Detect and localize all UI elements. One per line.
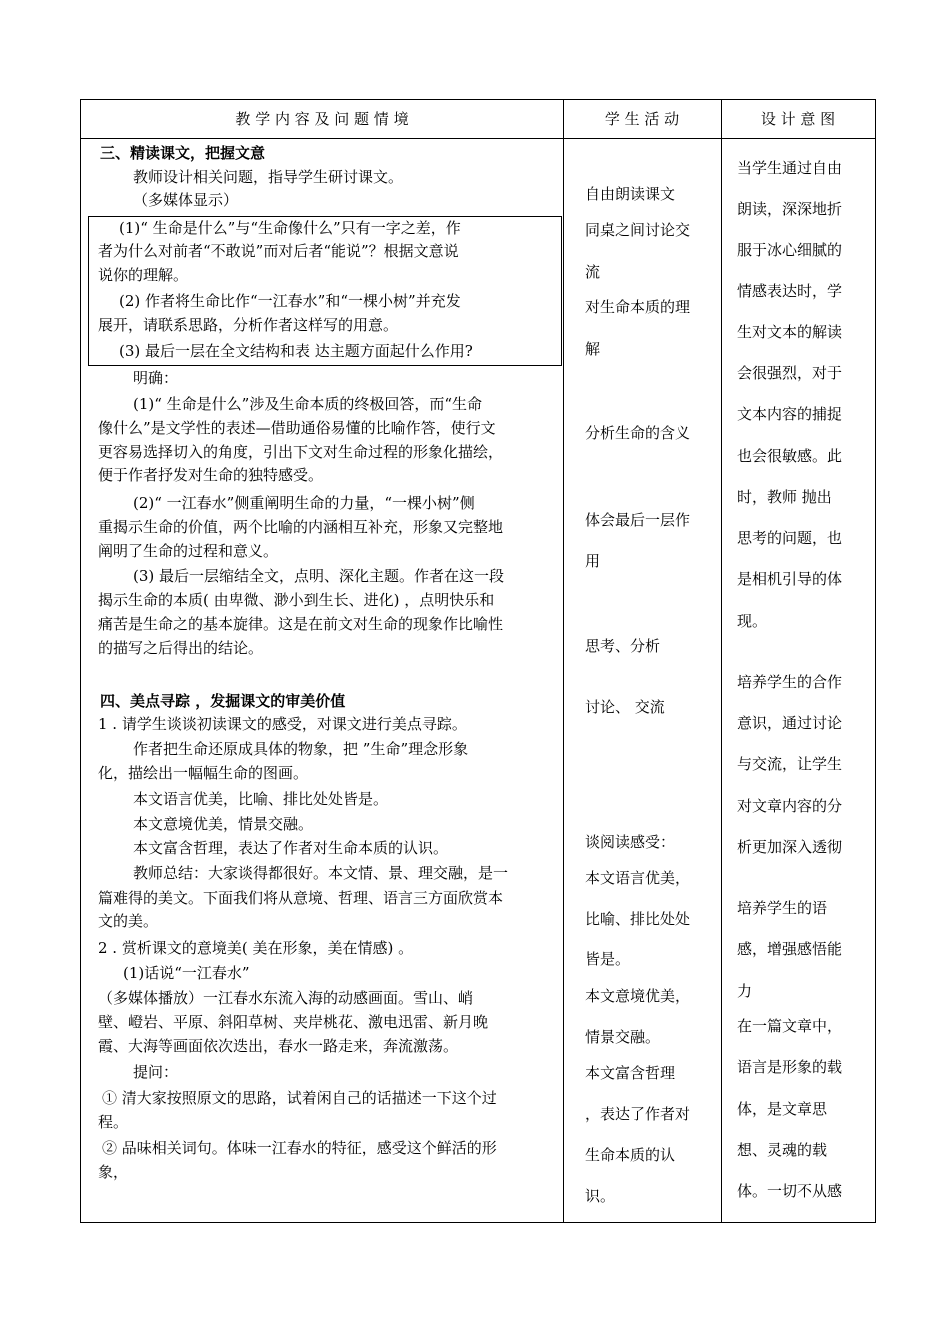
text-line: (2)“ 一江春水”侧重阐明生命的力量，“一棵小树”侧 [133,494,475,512]
activity-line: 识。 [585,1187,616,1205]
text-line: ① 清大家按照原文的思路，试着闲自己的话描述一下这个过 [102,1089,497,1107]
text-line: (3) 最后一层缩结全文，点明、深化主题。作者在这一段 [133,567,505,585]
text-line: 化，描绘出一幅幅生命的图画。 [98,764,309,782]
activity-line: 生命本质的认 [585,1146,676,1164]
activity-line: 分析生命的含义 [585,424,691,442]
intent-line: 服于冰心细腻的 [737,241,843,259]
activity-line: 自由朗读课文 [585,185,676,203]
text-line: 本文富含哲理，表达了作者对生命本质的认识。 [133,839,449,857]
intent-line: 对文章内容的分 [737,797,843,815]
text-line: 文的美。 [98,912,159,930]
text-line: 提问： [133,1063,179,1081]
question-line: 展开，请联系思路，分析作者这样写的用意。 [98,316,399,334]
question-line: 者为什么对前者“不敢说”而对后者“能说”？根据文意说 [98,242,459,260]
intent-line: 意识，通过讨论 [737,714,843,732]
content-column [81,138,563,1222]
intent-line: 时，教师 抛出 [737,488,832,506]
question-line: 说你的理解。 [98,266,189,284]
text-line: 1 . 请学生谈谈初读课文的感受，对课文进行美点寻踪。 [98,715,467,733]
design-intent-column [721,138,875,1222]
text-line: （多媒体显示） [133,191,239,209]
intent-line: 语言是形象的载 [737,1058,843,1076]
intent-line: 会很强烈，对于 [737,364,843,382]
activity-line: 同桌之间讨论交 [585,221,691,239]
text-line: 霞、大海等画面依次迭出，春水一路走来，奔流激荡。 [98,1037,459,1055]
intent-line: 在一篇文章中， [737,1017,843,1035]
text-line: 教师总结：大家谈得都很好。本文情、景、理交融，是一 [133,864,509,882]
activity-line: ，表达了作者对 [585,1105,691,1123]
lesson-plan-table [80,99,876,1223]
activity-line: 本文意境优美， [585,987,691,1005]
text-line: 阐明了生命的过程和意义。 [98,542,279,560]
header-content-column: 教 学 内 容 及 问 题 情 境 [235,110,409,128]
intent-line: 现。 [737,612,768,630]
intent-line: 当学生通过自由 [737,159,843,177]
intent-line: 情感表达时，学 [737,282,843,300]
activity-line: 对生命本质的理 [585,298,691,316]
intent-line: 感，增强感悟能 [737,940,843,958]
activity-line: 流 [585,263,601,281]
text-line: (1)话说“一江春水” [123,964,250,982]
text-line: 像什么”是文学性的表述—借助通俗易懂的比喻作答，使行文 [98,419,496,437]
section-heading-4: 四、美点寻踪 ，发掘课文的审美价值 [100,692,346,710]
text-line: 重揭示生命的价值，两个比喻的内涵相互补充，形象又完整地 [98,518,504,536]
text-line: 篇难得的美文。下面我们将从意境、哲理、语言三方面欣赏本 [98,889,504,907]
section-heading-3: 三、精读课文，把握文意 [100,144,266,162]
activity-line: 情景交融。 [585,1028,661,1046]
intent-line: 也会很敏感。此 [737,447,843,465]
student-activity-column [563,138,721,1222]
intent-line: 力 [737,982,753,1000]
question-line: (3) 最后一层在全文结构和表 达主题方面起什么作用? [119,342,473,360]
text-line: 壁、嶝岩、平原、斜阳草树、夹岸桃花、激电迅雷、新月晚 [98,1013,489,1031]
intent-line: 是相机引导的体 [737,570,843,588]
activity-line: 本文富含哲理 [585,1064,676,1082]
text-line: 本文意境优美，情景交融。 [133,815,314,833]
intent-line: 生对文本的解读 [737,323,843,341]
intent-line: 体，是文章思 [737,1100,828,1118]
intent-line: 与交流，让学生 [737,755,843,773]
activity-line: 比喻、排比处处 [585,910,691,928]
intent-line: 体。一切不从感 [737,1182,843,1200]
intent-line: 想、灵魂的载 [737,1141,828,1159]
intent-line: 思考的问题，也 [737,529,843,547]
text-line: （多媒体播放）一江春水东流入海的动感画面。雪山、峭 [98,989,474,1007]
activity-line: 谈阅读感受： [585,833,676,851]
activity-line: 本文语言优美， [585,869,691,887]
intent-line: 朗读，深深地折 [737,200,843,218]
text-line: 教师设计相关问题，指导学生研讨课文。 [133,168,404,186]
text-line: 象， [98,1163,129,1181]
header-design-intent: 设 计 意 图 [760,110,836,128]
activity-line: 思考、分析 [585,637,661,655]
intent-line: 培养学生的合作 [737,673,843,691]
text-line: 明确： [133,369,179,387]
text-line: 更容易选择切入的角度，引出下文对生命过程的形象化描绘， [98,443,504,461]
header-student-activity: 学 生 活 动 [604,110,680,128]
text-line: 痛苦是生命之的基本旋律。这是在前文对生命的现象作比喻性 [98,615,504,633]
text-line: 2 . 赏析课文的意境美( 美在形象，美在情感) 。 [98,939,414,957]
question-line: (1)“ 生命是什么”与“生命像什么”只有一字之差，作 [119,219,461,237]
activity-line: 解 [585,340,601,358]
text-line: ② 品味相关词句。体味一江春水的特征，感受这个鲜活的形 [102,1139,497,1157]
activity-line: 皆是。 [585,950,631,968]
intent-line: 培养学生的语 [737,899,828,917]
activity-line: 用 [585,552,601,570]
text-line: 本文语言优美，比喻、排比处处皆是。 [133,790,389,808]
text-line: 揭示生命的本质( 由卑微、渺小到生长、进化) ，点明快乐和 [98,591,495,609]
intent-line: 析更加深入透彻 [737,838,843,856]
text-line: 作者把生命还原成具体的物象，把 ”生命”理念形象 [133,740,469,758]
text-line: 程。 [98,1113,129,1131]
activity-line: 体会最后一层作 [585,511,691,529]
text-line: 便于作者抒发对生命的独特感受。 [98,466,324,484]
question-line: (2) 作者将生命比作“一江春水”和“一棵小树”并充发 [119,292,461,310]
text-line: 的描写之后得出的结论。 [98,639,264,657]
activity-line: 讨论、 交流 [585,698,665,716]
text-line: (1)“ 生命是什么”涉及生命本质的终极回答，而“生命 [133,395,483,413]
intent-line: 文本内容的捕捉 [737,405,843,423]
